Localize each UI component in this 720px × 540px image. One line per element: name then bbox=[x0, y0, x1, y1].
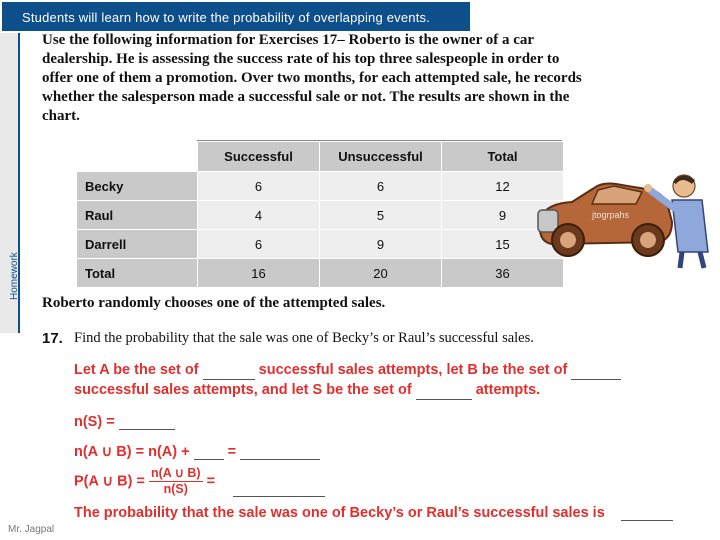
exercise-question: Find the probability that the sale was one of Becky’s or Raul’s successful sales. bbox=[74, 330, 534, 346]
sidebar-label: Homework bbox=[9, 252, 20, 300]
cell-unsuccessful: 6 bbox=[320, 172, 442, 201]
cell-total: 15 bbox=[442, 230, 564, 259]
prob-fraction bbox=[149, 466, 203, 497]
prob-eq: = bbox=[206, 473, 216, 490]
blank-set-b[interactable] bbox=[571, 379, 621, 380]
cell-total: 36 bbox=[442, 259, 564, 288]
cell-successful: 6 bbox=[198, 172, 320, 201]
answer-definitions bbox=[74, 360, 634, 400]
cell-total: 12 bbox=[442, 172, 564, 201]
table-row bbox=[77, 172, 564, 201]
cell-unsuccessful: 9 bbox=[320, 230, 442, 259]
answer-ns bbox=[74, 414, 175, 430]
union-eq: = bbox=[227, 444, 237, 460]
blank-conclusion[interactable] bbox=[621, 520, 673, 521]
prob-lhs: P(A ∪ B) = bbox=[74, 473, 145, 490]
cell-unsuccessful: 20 bbox=[320, 259, 442, 288]
cell-unsuccessful: 5 bbox=[320, 201, 442, 230]
row-name: Becky bbox=[77, 172, 198, 201]
header-unsuccessful: Unsuccessful bbox=[320, 142, 442, 172]
table-row bbox=[77, 230, 564, 259]
cell-successful: 16 bbox=[198, 259, 320, 288]
answer-line1b: successful sales attempts, let B be the set of bbox=[258, 362, 568, 378]
row-name: Total bbox=[77, 259, 198, 288]
chooses-sentence: Roberto randomly chooses one of the attempted sales. bbox=[42, 295, 386, 311]
header-total: Total bbox=[442, 142, 564, 172]
intro-paragraph: Use the following information for Exercises 17– Roberto is the owner of a car dealership. He is assessing the success rate of his top three salespeople in order to offer one of them a promotion. Over two months, for each attempted sale, he records whether the salesperson made a successful sale or not. The results are shown in the chart. bbox=[42, 32, 582, 124]
blank-prob[interactable] bbox=[233, 496, 325, 497]
union-lhs: n(A ∪ B) = n(A) + bbox=[74, 444, 190, 460]
answer-conclusion bbox=[74, 505, 673, 521]
table-corner bbox=[77, 142, 198, 172]
teacher-name: Mr. Jagpal bbox=[8, 524, 55, 535]
blank-union[interactable] bbox=[240, 459, 320, 460]
answer-line2b: attempts. bbox=[475, 382, 541, 398]
cell-successful: 6 bbox=[198, 230, 320, 259]
answer-line2a: successful sales attempts, and let S be the set of bbox=[74, 382, 412, 398]
row-name: Raul bbox=[77, 201, 198, 230]
clipart-watermark: jtogrpahs bbox=[592, 210, 630, 220]
blank-set-a[interactable] bbox=[203, 379, 255, 380]
car-salesman-clipart bbox=[532, 160, 712, 270]
conclusion-text: The probability that the sale was one of Becky’s or Raul’s successful sales is bbox=[74, 505, 605, 521]
ns-label: n(S) = bbox=[74, 414, 115, 430]
table-row bbox=[77, 201, 564, 230]
cell-successful: 4 bbox=[198, 201, 320, 230]
frac-denominator: n(S) bbox=[163, 482, 188, 496]
blank-set-s[interactable] bbox=[416, 399, 472, 400]
answer-union bbox=[74, 444, 320, 460]
table-header-row bbox=[77, 142, 564, 172]
objective-text: Students will learn how to write the probability of overlapping events. bbox=[22, 10, 431, 25]
table-total-row bbox=[77, 259, 564, 288]
answer-line1a: Let A be the set of bbox=[74, 362, 199, 378]
blank-nb[interactable] bbox=[194, 459, 224, 460]
sales-table bbox=[76, 141, 564, 288]
row-name: Darrell bbox=[77, 230, 198, 259]
cell-total: 9 bbox=[442, 201, 564, 230]
answer-probability bbox=[74, 466, 325, 497]
header-successful: Successful bbox=[198, 142, 320, 172]
objective-banner bbox=[0, 0, 472, 33]
frac-numerator: n(A ∪ B) bbox=[150, 466, 201, 480]
blank-ns[interactable] bbox=[119, 429, 175, 430]
exercise-number: 17. bbox=[42, 330, 63, 347]
